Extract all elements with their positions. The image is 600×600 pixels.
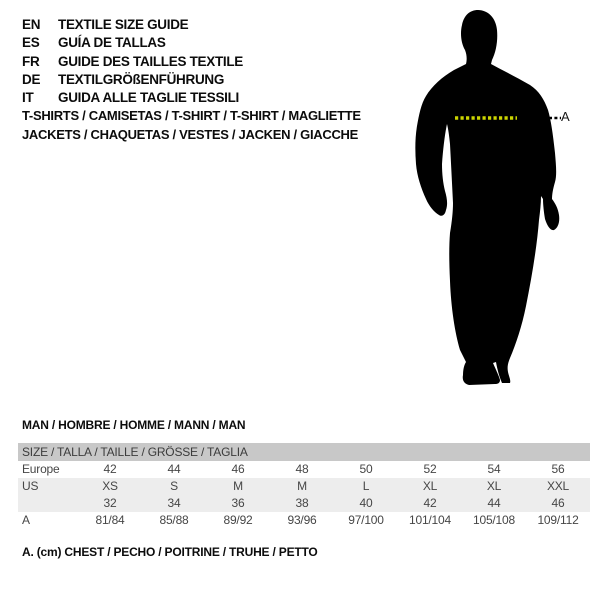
lang-row-de [22,71,243,89]
table-cell: XL [486,479,502,493]
size-table-header-row: SIZE / TALLA / TAILLE / GRÖSSE / TAGLIA [18,443,590,461]
table-cell: M [297,479,307,493]
lang-code: EN [22,17,41,32]
table-cell: XS [102,479,118,493]
table-cell: 44 [167,462,181,476]
table-row-chest [18,512,590,529]
table-cell: 42 [423,496,437,510]
lang-label: TEXTILGRÖßENFÜHRUNG [58,71,225,87]
table-cell: 46 [551,496,565,510]
lang-code: ES [22,35,40,51]
language-guide-list [22,16,243,107]
table-cell: XL [422,479,438,493]
garment-categories [22,107,361,144]
table-cell: 56 [551,462,565,476]
table-cell: 44 [487,496,501,510]
table-cell: 52 [423,462,437,476]
row-label: US [22,479,39,493]
size-table [18,443,590,529]
table-cell: 46 [231,462,245,476]
table-cell: S [170,479,178,493]
table-cell: 48 [295,462,309,476]
row-label: Europe [22,462,60,476]
table-cell: L [362,479,370,493]
man-section-label: MAN / HOMBRE / HOMME / MANN / MAN [22,418,246,432]
table-cell: 32 [103,496,117,510]
lang-row-it [22,89,243,107]
table-cell: 89/92 [223,513,253,527]
lang-code: FR [22,53,40,69]
measure-label-a: A [561,109,570,124]
table-row-numeric [18,495,590,512]
table-cell: 34 [167,496,181,510]
category-line-tshirts: T-SHIRTS / CAMISETAS / T-SHIRT / T-SHIRT / MAGLIETTE [22,108,361,123]
row-label [18,495,78,512]
table-cell: 42 [103,462,117,476]
lang-label: TEXTILE SIZE GUIDE [58,17,189,32]
row-label: A [22,513,30,527]
lang-label: GUÍA DE TALLAS [58,35,166,51]
man-silhouette-icon [403,3,575,393]
table-cell: XXL [546,479,570,493]
table-cell: 38 [295,496,309,510]
size-table-grid [18,461,590,529]
table-cell: M [233,479,243,493]
table-cell: 93/96 [287,513,317,527]
lang-label: GUIDE DES TAILLES TEXTILE [58,53,244,69]
lang-label: GUIDA ALLE TAGLIE TESSILI [58,90,239,106]
table-cell: 85/88 [159,513,189,527]
table-cell: 109/112 [537,513,579,527]
lang-row-es [22,34,243,52]
table-row-europe [18,461,590,478]
lang-code: IT [22,90,34,106]
table-cell: 50 [359,462,373,476]
table-cell: 40 [359,496,373,510]
table-cell: 36 [231,496,245,510]
table-cell: 54 [487,462,501,476]
category-line-jackets: JACKETS / CHAQUETAS / VESTES / JACKEN / GIACCHE [22,126,358,142]
lang-code: DE [22,71,41,87]
table-cell: 97/100 [348,513,384,527]
lang-row-fr [22,53,243,71]
table-cell: 81/84 [95,513,125,527]
lang-row-en [22,16,243,34]
chest-measure-footnote: A. (cm) CHEST / PECHO / POITRINE / TRUHE / PETTO [22,545,318,559]
table-cell: 101/104 [409,513,451,527]
table-cell: 105/108 [473,513,515,527]
table-row-us [18,478,590,495]
